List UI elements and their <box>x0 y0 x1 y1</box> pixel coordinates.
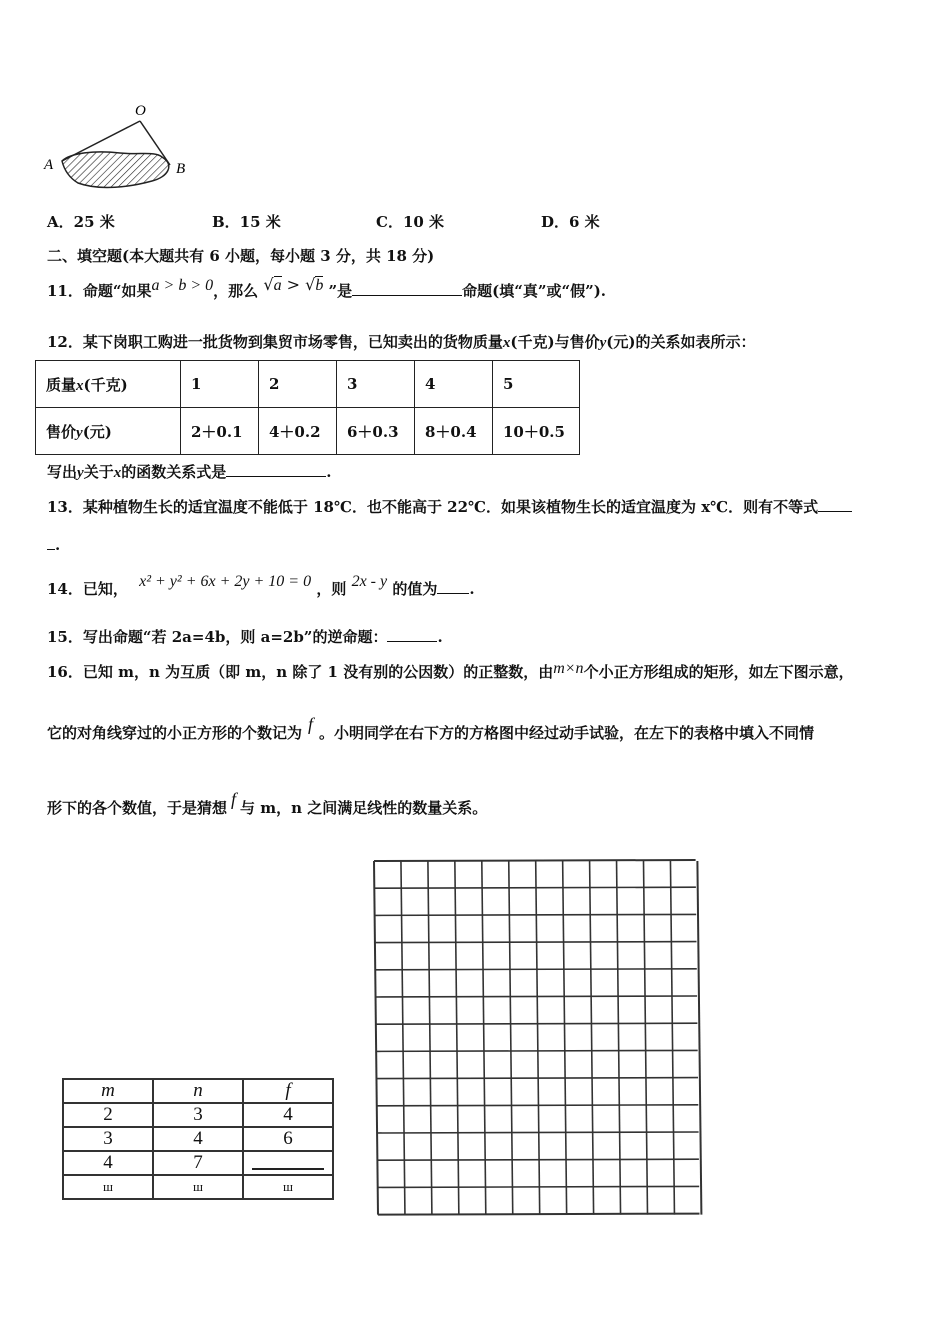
price-table <box>35 360 580 455</box>
table-cell: 4 <box>243 1103 333 1127</box>
grid-lines <box>372 858 706 1222</box>
option-c[interactable]: C．10 米 <box>376 213 445 231</box>
q11-condition: a > b > 0 <box>151 277 214 294</box>
table-cell: 2 <box>259 361 337 408</box>
q13-answer-blank-cont[interactable] <box>47 535 55 550</box>
q14-expression: 2x - y <box>351 573 388 590</box>
square-grid[interactable] <box>372 858 706 1226</box>
q11-sqrt-expression: √a > √b <box>263 275 324 294</box>
option-a[interactable]: A．25 米 <box>47 213 115 231</box>
table-cell: ш <box>63 1175 153 1199</box>
row-label-price: 售价y(元) <box>36 408 181 455</box>
figure-oab <box>40 95 200 205</box>
table-row-ellipsis <box>63 1175 333 1199</box>
question-15: 15．写出命题“若 2a=4b，则 a=2b”的逆命题： . <box>47 628 443 646</box>
question-16-line1: 16．已知 m，n 为互质（即 m，n 除了 1 没有别的公因数）的正整数，由m×n个小正方形组成的矩形，如左下图示意， <box>47 660 854 681</box>
table-cell-blank[interactable] <box>243 1151 333 1175</box>
q12-answer-blank[interactable] <box>226 462 326 477</box>
question-13-continued: . <box>47 535 60 554</box>
question-12: 12．某下岗职工购进一批货物到集贸市场零售，已知卖出的货物质量x(千克)与售价y(元)的关系如表所示： <box>47 333 756 351</box>
option-d[interactable]: D．6 米 <box>541 213 600 231</box>
table-cell: 2＋0.1 <box>181 408 259 455</box>
question-14: 14．已知， x² + y² + 6x + 2y + 10 = 0 ，则 2x - y 的值为 . <box>47 573 475 598</box>
table-row <box>36 361 580 408</box>
q14-answer-blank[interactable] <box>437 579 469 594</box>
table-cell: 1 <box>181 361 259 408</box>
table-cell: 6＋0.3 <box>337 408 415 455</box>
table-cell: ш <box>243 1175 333 1199</box>
table-cell: 4 <box>153 1127 243 1151</box>
table-cell: 5 <box>493 361 580 408</box>
question-11: 11．命题“如果a > b > 0，那么 √a > √b ”是 命题(填“真”或“假”). <box>47 275 607 300</box>
table-cell: 3 <box>337 361 415 408</box>
header-n: n <box>153 1079 243 1103</box>
q14-equation: x² + y² + 6x + 2y + 10 = 0 <box>139 573 312 590</box>
question-13: 13．某种植物生长的适宜温度不能低于 18℃．也不能高于 22℃．如果该植物生长的适宜温度为 x℃．则有不等式 <box>47 496 852 517</box>
q15-answer-blank[interactable] <box>387 627 437 642</box>
triangle-pond-diagram <box>40 95 200 205</box>
label-a: A <box>44 157 54 173</box>
table-cell: 8＋0.4 <box>415 408 493 455</box>
question-16-line3: 形下的各个数值，于是猜想 f 与 m，n 之间满足线性的数量关系。 <box>47 789 488 817</box>
table-header-row <box>63 1079 333 1103</box>
table-row <box>63 1103 333 1127</box>
header-f: f <box>243 1079 333 1103</box>
header-m: m <box>63 1079 153 1103</box>
table-cell: 4 <box>415 361 493 408</box>
table-cell: 3 <box>153 1103 243 1127</box>
row-label-mass: 质量x(千克) <box>36 361 181 408</box>
section-heading: 二、填空题(本大题共有 6 小题，每小题 3 分，共 18 分) <box>47 247 435 265</box>
table-cell: 4＋0.2 <box>259 408 337 455</box>
q11-answer-blank[interactable] <box>352 281 462 296</box>
table-row <box>36 408 580 455</box>
mnf-table <box>62 1078 334 1200</box>
option-b[interactable]: B．15 米 <box>212 213 281 231</box>
question-12-prompt: 写出y关于x的函数关系式是 . <box>47 463 332 481</box>
table-cell: ш <box>153 1175 243 1199</box>
table-cell: 10＋0.5 <box>493 408 580 455</box>
label-b: B <box>176 161 186 177</box>
q13-answer-blank[interactable] <box>818 497 852 512</box>
table-cell: 4 <box>63 1151 153 1175</box>
table-row <box>63 1127 333 1151</box>
table-cell: 7 <box>153 1151 243 1175</box>
table-cell: 2 <box>63 1103 153 1127</box>
question-16-line2: 它的对角线穿过的小正方形的个数记为 f 。小明同学在右下方的方格图中经过动手试验，在左下的表格中填入不同情 <box>47 714 815 742</box>
table-row <box>63 1151 333 1175</box>
table-cell: 3 <box>63 1127 153 1151</box>
label-o: O <box>135 103 146 119</box>
table-cell: 6 <box>243 1127 333 1151</box>
